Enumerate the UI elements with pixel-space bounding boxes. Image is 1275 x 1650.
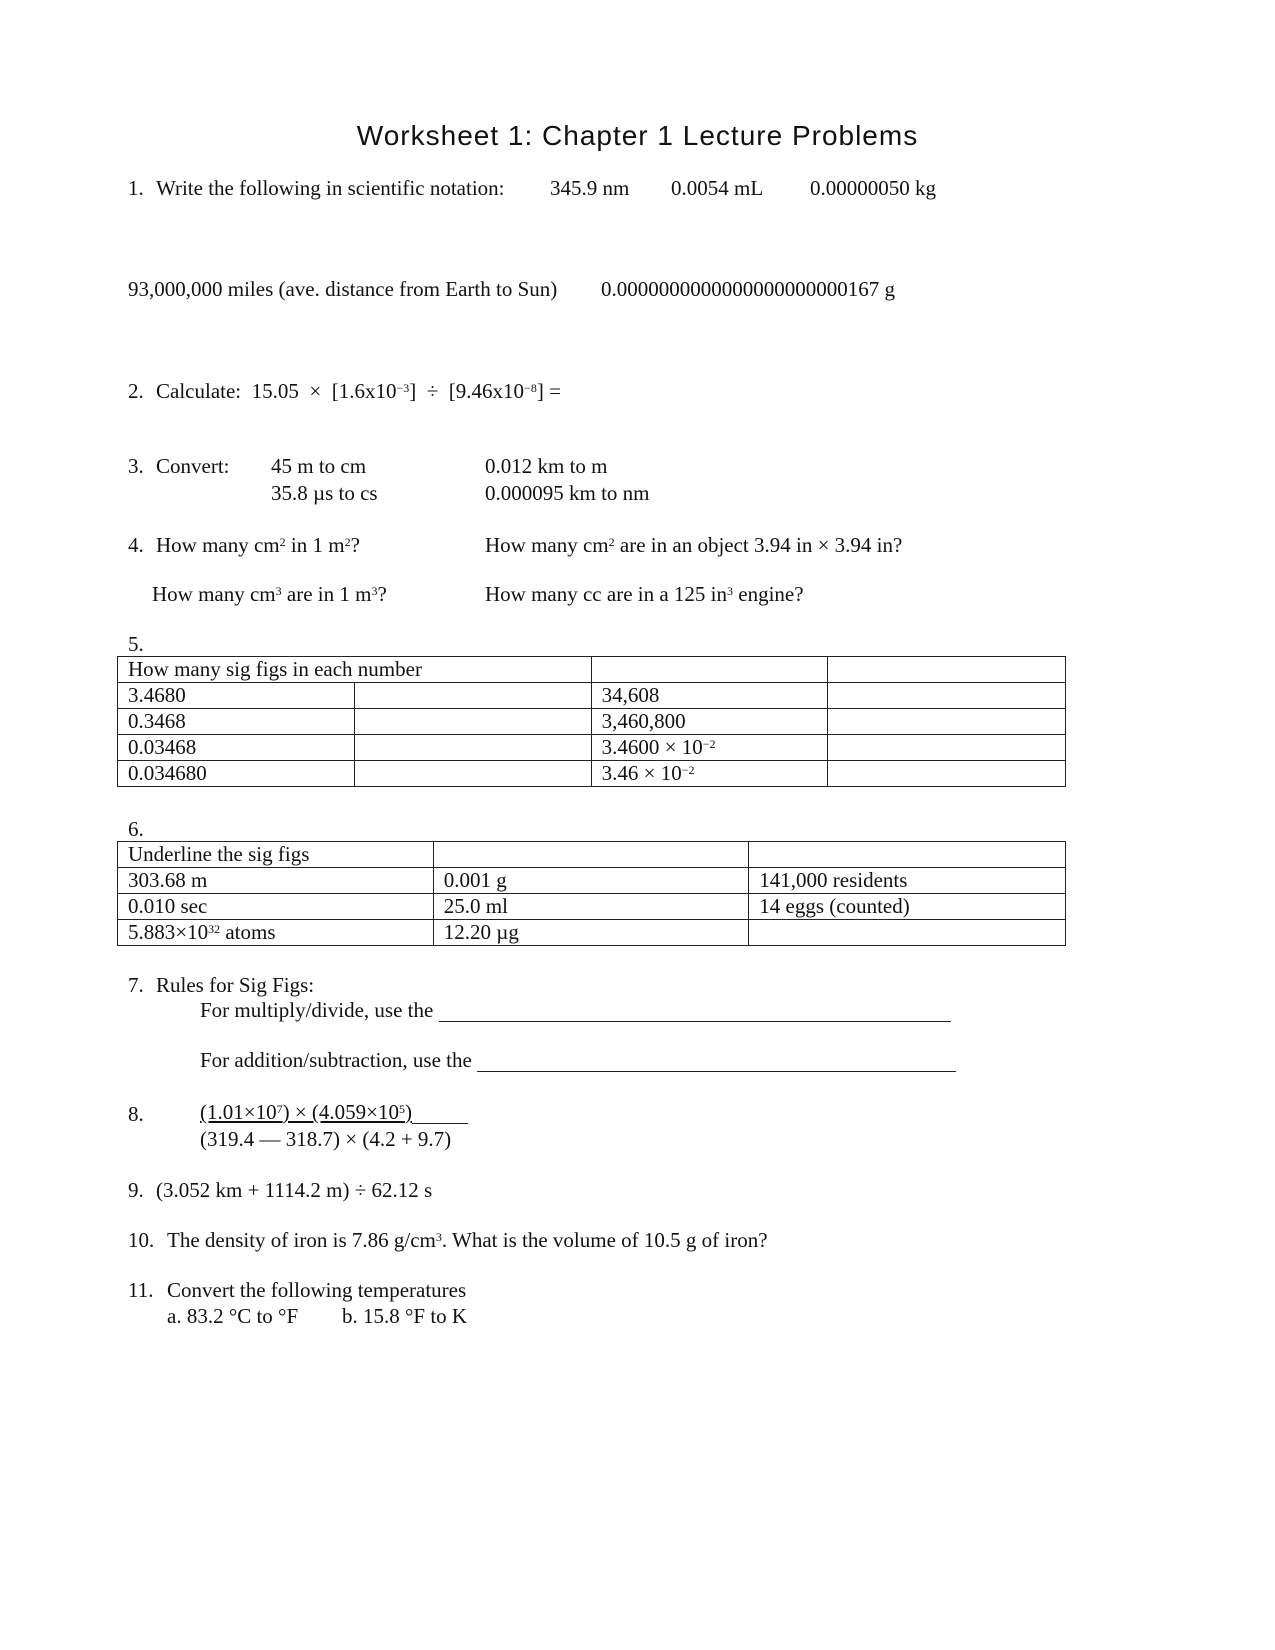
q2-number: 2.	[128, 379, 144, 403]
q5-number-cell: 0.3468	[118, 709, 355, 735]
q8-denominator: (319.4 — 318.7) × (4.2 + 9.7)	[200, 1127, 452, 1151]
q11-number: 11.	[128, 1278, 154, 1302]
q6-header: Underline the sig figs	[118, 842, 434, 868]
answer-cell[interactable]	[828, 735, 1066, 761]
answer-cell[interactable]	[828, 709, 1066, 735]
table-cell-empty	[828, 657, 1066, 683]
answer-cell[interactable]	[354, 709, 591, 735]
answer-cell[interactable]	[354, 761, 591, 787]
q1-item-2: 0.0054 mL	[671, 176, 764, 200]
q5-number-cell: 3,460,800	[591, 709, 828, 735]
table-row	[118, 868, 1066, 894]
q2-divide: ÷	[426, 379, 439, 403]
q6-table	[117, 841, 1066, 946]
q9-expression: (3.052 km + 1114.2 m) ÷ 62.12 s	[156, 1178, 433, 1202]
table-cell-empty	[433, 842, 749, 868]
q11-item-b: b. 15.8 °F to K	[342, 1304, 468, 1328]
q6-value-cell[interactable]: 25.0 ml	[433, 894, 749, 920]
q3-label: Convert:	[156, 454, 230, 478]
q6-value-cell[interactable]: $5.883\times 10^{32}$ atoms	[118, 920, 434, 946]
q3-item-4: 0.000095 km to nm	[485, 481, 650, 505]
q10-number: 10.	[128, 1228, 155, 1252]
answer-cell[interactable]	[354, 735, 591, 761]
q6-value-cell[interactable]: 12.20 µg	[433, 920, 749, 946]
q7-rule-2-label: For addition/subtraction, use the	[200, 1048, 472, 1072]
q4-item-2: How many $cm^2$ are in an object 3.94 in × 3.94 in?	[485, 533, 903, 557]
q7-rule-1-label: For multiply/divide, use the	[200, 998, 434, 1022]
q1-item-3: 0.00000050 kg	[810, 176, 936, 200]
q6-value-cell[interactable]: 303.68 m	[118, 868, 434, 894]
q8-numerator: $(1.01\times 10^7) \times (4.059\times 10^5)$	[200, 1100, 468, 1124]
q6-number: 6.	[128, 817, 144, 841]
q7-label: Rules for Sig Figs:	[156, 973, 315, 997]
q6-value-cell[interactable]: 0.001 g	[433, 868, 749, 894]
q5-number-cell: 0.034680	[118, 761, 355, 787]
q10-text: The density of iron is 7.86 $g/cm^3$. What is the volume of 10.5 g of iron?	[167, 1228, 768, 1252]
table-row	[118, 761, 1066, 787]
q2-value-c: $[9.46x10^{-8}]$ =	[448, 379, 561, 403]
q1-item-4: 93,000,000 miles (ave. distance from Earth to Sun)	[128, 277, 558, 301]
q3-number: 3.	[128, 454, 144, 478]
answer-cell[interactable]	[828, 761, 1066, 787]
table-cell-empty	[749, 842, 1066, 868]
table-row	[118, 842, 1066, 868]
table-cell-empty	[749, 920, 1066, 946]
q6-value-cell[interactable]: 0.010 sec	[118, 894, 434, 920]
q11-label: Convert the following temperatures	[167, 1278, 467, 1302]
q5-table	[117, 656, 1066, 787]
q1-prompt: Write the following in scientific notation:	[156, 176, 505, 200]
q4-item-1: How many $cm^2$ in 1 $m^2$?	[156, 533, 360, 557]
q7-rule-1	[200, 998, 951, 1022]
q3-item-2: 35.8 µs to cs	[271, 481, 378, 505]
q7-rule-2	[200, 1048, 956, 1072]
q3-item-1: 45 m to cm	[271, 454, 367, 478]
q5-header: How many sig figs in each number	[118, 657, 592, 683]
q8-number: 8.	[128, 1102, 144, 1126]
table-row	[118, 894, 1066, 920]
answer-cell[interactable]	[354, 683, 591, 709]
q2-value-b: $[1.6x10^{-3}]$	[331, 379, 417, 403]
q5-number-cell: $3.4600 \times 10^{-2}$	[591, 735, 828, 761]
q4-item-4: How many cc are in a 125 $in^3$ engine?	[485, 582, 804, 606]
q2-times: ×	[309, 379, 322, 403]
q7-answer-line-1[interactable]	[439, 1001, 951, 1022]
table-cell-empty	[591, 657, 828, 683]
table-row	[118, 683, 1066, 709]
table-row	[118, 735, 1066, 761]
q5-number-cell: $3.46 \times 10^{-2}$	[591, 761, 828, 787]
q7-answer-line-2[interactable]	[477, 1051, 956, 1072]
table-row	[118, 709, 1066, 735]
table-row	[118, 657, 1066, 683]
q5-number-cell: 3.4680	[118, 683, 355, 709]
q4-item-3: How many $cm^3$ are in 1 $m^3$?	[152, 582, 387, 606]
q5-number-cell: 34,608	[591, 683, 828, 709]
q1-item-5: 0.0000000000000000000000167 g	[601, 277, 895, 301]
q11-item-a: a. 83.2 °C to °F	[167, 1304, 299, 1328]
q2-label: Calculate:	[156, 379, 242, 403]
q7-number: 7.	[128, 973, 144, 997]
q2-expression	[156, 379, 561, 403]
q6-value-cell[interactable]: 14 eggs (counted)	[749, 894, 1066, 920]
q5-number-cell: 0.03468	[118, 735, 355, 761]
page-title: Worksheet 1: Chapter 1 Lecture Problems	[356, 120, 919, 151]
q3-item-3: 0.012 km to m	[485, 454, 608, 478]
q4-number: 4.	[128, 533, 144, 557]
q1-item-1: 345.9 nm	[550, 176, 630, 200]
table-row	[118, 920, 1066, 946]
q6-value-cell[interactable]: 141,000 residents	[749, 868, 1066, 894]
q5-number: 5.	[128, 632, 144, 656]
answer-cell[interactable]	[828, 683, 1066, 709]
q1-number: 1.	[128, 176, 144, 200]
q9-number: 9.	[128, 1178, 144, 1202]
q2-value-a: 15.05	[251, 379, 299, 403]
